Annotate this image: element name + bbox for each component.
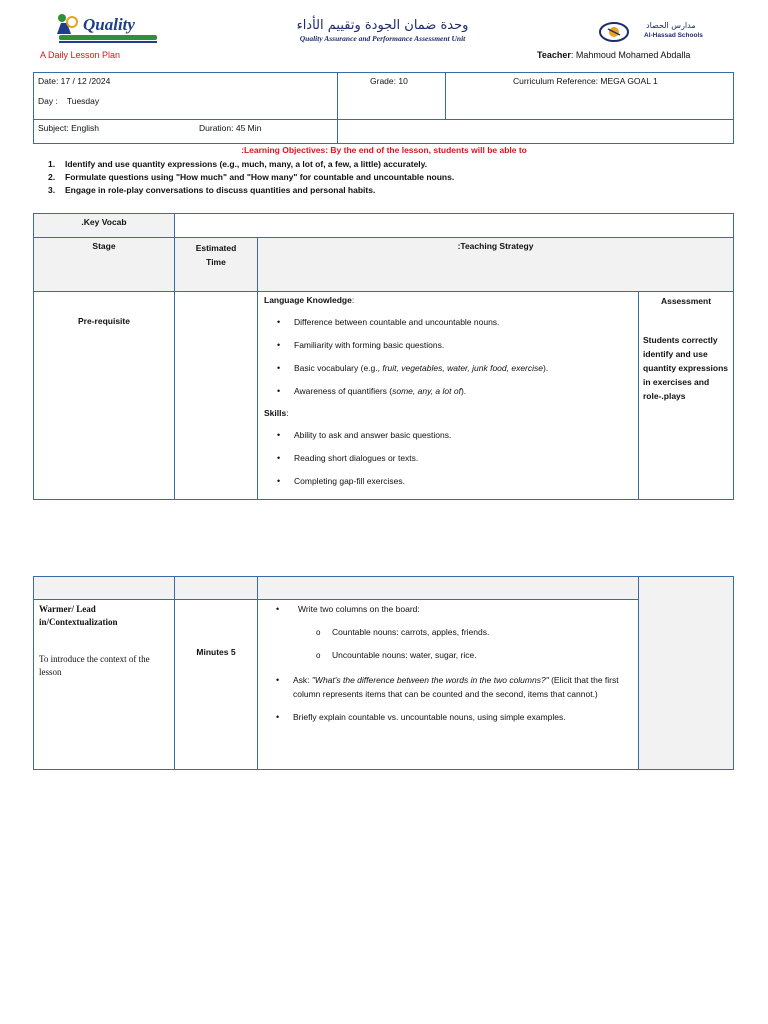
warmer-stage-purpose: To introduce the context of the lesson [39, 654, 150, 677]
language-knowledge-list [264, 317, 632, 398]
warmer-stage-cell [34, 600, 175, 770]
language-knowledge-label: Language Knowledge [264, 295, 352, 305]
logo-bar-underline [59, 41, 157, 43]
assessment-label: Assessment [660, 296, 712, 306]
ask-question: "What's the difference between the words in the two columns?" [311, 674, 549, 685]
warmer-header-cell [175, 577, 258, 600]
ask-prefix: Ask: [293, 674, 312, 685]
lesson-plan-table [33, 213, 734, 500]
quantifier-suffix: ). [460, 385, 467, 396]
duration-text: Duration: 45 Min [199, 123, 262, 133]
skills-list [264, 430, 632, 488]
lesson-info-table [33, 72, 734, 144]
stage-header: Stage [34, 238, 175, 292]
subject-duration-cell [34, 120, 338, 144]
list-item: • Familiarity with forming basic questions. [264, 340, 632, 352]
teacher-name: : Mahmoud Mohamed Abdalla [570, 50, 691, 60]
quantifier-examples: some, any, a lot of [392, 385, 461, 396]
objective-item [48, 158, 454, 171]
teacher-line [537, 50, 690, 60]
teaching-strategy-header: :Teaching Strategy [258, 238, 734, 292]
empty-info-cell [338, 120, 734, 144]
warmer-steps-list [263, 604, 633, 724]
school-name-english: Al-Hassad Schools [644, 32, 703, 39]
skills-heading: Skills: [264, 408, 289, 418]
objective-number: 2. [48, 172, 56, 182]
day-label: Day : [38, 96, 58, 106]
warmer-header-cell [34, 577, 175, 600]
quality-logo [53, 13, 163, 45]
logo-bar [59, 35, 157, 40]
day-value: Tuesday [66, 96, 100, 106]
warmer-strategy-cell [258, 600, 639, 770]
key-vocab-value [175, 214, 734, 238]
objective-item [48, 171, 454, 184]
objective-number: 3. [48, 185, 56, 195]
warmer-time-cell: Minutes 5 [175, 600, 258, 770]
vocab-examples: fruit, vegetables, water, junk food, exercise [382, 362, 544, 373]
estimated-time-header [175, 238, 258, 292]
list-item: • Completing gap-fill exercises. [264, 476, 632, 488]
prereq-strategy-cell [258, 292, 639, 500]
list-item: • Difference between countable and uncountable nouns. [264, 317, 632, 329]
date-text: Date: 17 / 12 /2024 [38, 76, 111, 86]
estimated-time-header-line1: Estimated [195, 243, 237, 253]
objective-text: Engage in role-play conversations to discuss quantities and personal habits. [65, 185, 376, 195]
objectives-title: :Learning Objectives: By the end of the lesson, students will be able to [241, 145, 527, 155]
objective-text: Formulate questions using "How much" and "How many" for countable and uncountable nouns. [65, 172, 455, 182]
warmer-table [33, 576, 734, 770]
ask-suffix: (Elicit that the first column represents items that can be counted and the second, items that cannot.) [293, 674, 619, 699]
date-day-cell [34, 73, 338, 120]
list-item [264, 386, 632, 398]
unit-title-english: Quality Assurance and Performance Assessment Unit [299, 34, 466, 43]
warmer-header-cell [258, 577, 639, 600]
quality-logo-text: Quality [83, 15, 135, 34]
assessment-cell [639, 292, 734, 500]
warmer-stage-title: Warmer/ Lead in/Contextualization [39, 604, 118, 627]
language-knowledge-heading: Language Knowledge: [264, 295, 355, 305]
plan-title: A Daily Lesson Plan [40, 50, 121, 60]
grade-cell: Grade: 10 [338, 73, 446, 120]
estimated-time-header-line2: Time [206, 257, 226, 267]
school-name-arabic: مدارس الحصاد [646, 21, 696, 30]
columns-sublist [263, 627, 633, 662]
teacher-label: Teacher [537, 50, 571, 60]
vocab-prefix: Basic vocabulary (e.g., [294, 362, 383, 373]
sub-list-item: o Countable nouns: carrots, apples, friends. [263, 627, 633, 639]
unit-title-arabic: وحدة ضمان الجودة وتقييم الأداء [296, 18, 469, 33]
list-item [264, 363, 632, 375]
school-logo [598, 20, 708, 46]
school-emblem-icon [598, 21, 640, 43]
prereq-stage-cell: Pre-requisite [34, 292, 175, 500]
curriculum-cell: Curriculum Reference: MEGA GOAL 1 [446, 73, 734, 120]
document-header [0, 0, 768, 70]
key-vocab-label: .Key Vocab [34, 214, 175, 238]
step-text: Write two columns on the board: [298, 603, 420, 614]
list-item: • Reading short dialogues or texts. [264, 453, 632, 465]
assessment-text: Students correctly identify and use quantity expressions in exercises and role-.plays [643, 335, 729, 401]
sub-list-item: o Uncountable nouns: water, sugar, rice. [263, 650, 633, 662]
vocab-suffix: ). [543, 362, 549, 373]
list-item [263, 604, 633, 662]
list-item: • Briefly explain countable vs. uncountable nouns, using simple examples. [263, 712, 633, 724]
objective-text: Identify and use quantity expressions (e.g., much, many, a lot of, a few, a little) accurately. [65, 159, 428, 169]
quantifier-prefix: Awareness of quantifiers ( [294, 385, 393, 396]
skills-label: Skills [264, 408, 287, 418]
warmer-assessment-cell [639, 577, 734, 770]
objective-item [48, 184, 454, 197]
objective-number: 1. [48, 159, 56, 169]
objectives-list [48, 158, 454, 197]
prereq-time-cell [175, 292, 258, 500]
quality-figure-icon [53, 13, 79, 35]
subject-text: Subject: English [38, 123, 99, 133]
list-item: • Ability to ask and answer basic questions. [264, 430, 632, 442]
day-line [38, 96, 333, 106]
list-item [263, 673, 633, 701]
